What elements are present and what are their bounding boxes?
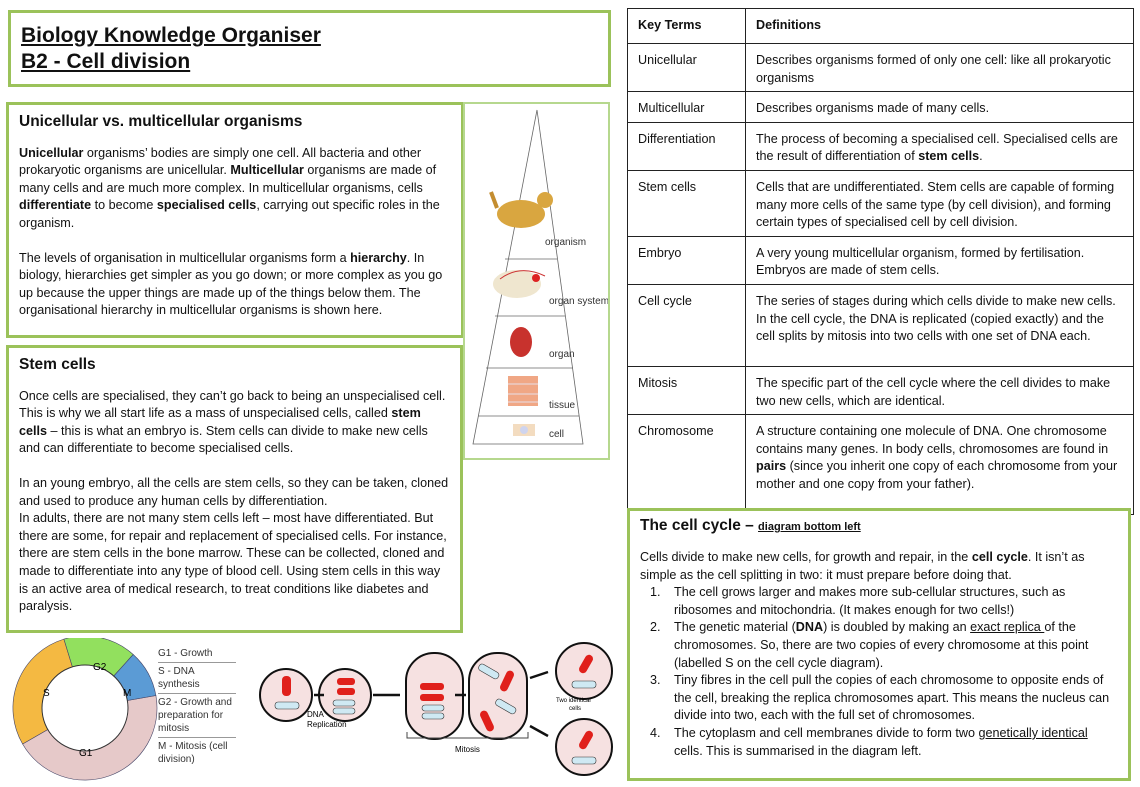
unicellular-heading: Unicellular vs. multicellular organisms — [19, 113, 303, 130]
heading-text: The cell cycle – — [640, 517, 759, 534]
cell-cycle-intro — [640, 549, 1118, 584]
step — [664, 584, 1118, 619]
legend-g2: G2 - Growth and preparation for mitosis — [158, 694, 236, 738]
title-line-1: Biology Knowledge Organiser — [21, 24, 321, 47]
label-g2: G2 — [93, 662, 107, 673]
text: The series of stages during which cells divide to make new cells. In the cell cycle, the DNA is replicated (copied exactly) and the cell splits by mitosis into two cells with one set of DNA each. — [756, 293, 1116, 344]
table-row — [628, 284, 1134, 366]
cell-cycle-heading — [640, 517, 1118, 535]
key-term: Chromosome — [628, 415, 746, 515]
table-row — [628, 236, 1134, 284]
organ-system-icon — [493, 270, 545, 298]
text: , carrying out specific roles in the organism. — [19, 198, 440, 230]
dna-label: DNA — [307, 710, 324, 719]
text: The specific part of the cell cycle where the cell divides to make two new cells, which are identical. — [756, 375, 1111, 408]
definition — [746, 236, 1134, 284]
stem-cells-heading: Stem cells — [19, 356, 96, 373]
text: Describes organisms formed of only one cell: like all prokaryotic organisms — [756, 53, 1111, 85]
replication-label: Replication — [307, 720, 347, 729]
two-cells-label: Two identical — [556, 698, 591, 704]
heading-subtext: diagram bottom left — [758, 521, 861, 533]
cell-cycle-legend — [158, 645, 236, 768]
definition — [746, 284, 1134, 366]
stem-paragraph-1 — [19, 388, 450, 458]
table-row — [628, 366, 1134, 414]
text: ) is doubled by making an — [823, 620, 971, 635]
definition — [746, 366, 1134, 414]
header-definitions: Definitions — [746, 9, 1134, 44]
text: Tiny fibres in the cell pull the copies of each chromosome to opposite ends of the cell, breaking the replica chromosomes apart. This means the nucleus can divide into two, each with the full set of chromosomes. — [674, 673, 1110, 723]
unicellular-paragraph-2 — [19, 250, 451, 320]
text: A very young multicellular organism, formed by fertilisation. Embryos are made of stem cells. — [756, 245, 1085, 278]
text: The cell grows larger and makes more sub-cellular structures, such as ribosomes and mitochondria. (It makes enough for two cells!) — [674, 585, 1066, 617]
text: The levels of organisation in multicellular organisms form a — [19, 250, 351, 265]
label-m: M — [123, 688, 132, 699]
step — [664, 619, 1118, 672]
definition — [746, 170, 1134, 236]
text: In an young embryo, all the cells are stem cells, so they can be taken, cloned and used to produce any human cells by differentiation. — [19, 475, 449, 508]
key-term: Multicellular — [628, 92, 746, 123]
stem-cells-section — [6, 345, 463, 633]
definition — [746, 44, 1134, 92]
mitosis-label: Mitosis — [455, 745, 480, 754]
cat-icon — [491, 192, 553, 228]
table-row — [628, 415, 1134, 515]
legend-g1: G1 - Growth — [158, 645, 236, 663]
legend-m: M - Mitosis (cell division) — [158, 741, 228, 765]
key-terms-table — [627, 8, 1134, 515]
text: organisms’ bodies are simply one cell. All bacteria and other prokaryotic organisms are unicellular. — [19, 145, 422, 178]
label-g1: G1 — [79, 748, 93, 759]
definition — [746, 122, 1134, 170]
legend-s: S - DNA synthesis — [158, 663, 236, 694]
text: of the chromosomes. So, there are two copies of every chromosome at this point (labelled S on the cell cycle diagram). — [674, 620, 1089, 670]
table-row — [628, 170, 1134, 236]
table-row — [628, 44, 1134, 92]
text: A structure containing one molecule of DNA. One chromosome contains many genes. In body cells, chromosomes are found in — [756, 424, 1109, 456]
hierarchy-pyramid-image — [463, 102, 610, 460]
underlined-text: genetically identical — [978, 725, 1088, 740]
label-s: S — [43, 688, 50, 699]
bold-text: stem cells — [19, 406, 421, 438]
text: . In biology, hierarchies get simpler as you go down; or more complex as you go up because the upper things are made up of the things below them. The organisational hierarchy in multicellular organisms is shown here. — [19, 250, 443, 318]
pyramid-label: tissue — [549, 400, 576, 411]
cell-cycle-section — [627, 508, 1131, 781]
stem-paragraph-3 — [19, 510, 450, 616]
key-term: Unicellular — [628, 44, 746, 92]
bold-text: cell cycle — [971, 550, 1028, 564]
text: . It isn’t as simple as the cell splitting in two: it must prepare before doing that. — [640, 550, 1085, 582]
pyramid-label: organism — [545, 237, 587, 248]
text: Once cells are specialised, they can’t go back to being an unspecialised cell. This is why we all start life as a mass of unspecialised cells, called — [19, 388, 446, 421]
bold-text: hierarchy — [350, 250, 407, 265]
text: to become — [91, 198, 157, 213]
bold-text: Unicellular — [19, 145, 84, 160]
key-term: Mitosis — [628, 366, 746, 414]
title-box — [8, 10, 611, 87]
key-term: Embryo — [628, 236, 746, 284]
two-cells-label: cells — [569, 706, 582, 712]
step — [664, 672, 1118, 725]
cell-cycle-steps — [664, 584, 1118, 760]
title-line-2: B2 - Cell division — [21, 50, 191, 73]
text: Cells divide to make new cells, for growth and repair, in the — [640, 550, 972, 564]
pyramid-svg — [465, 104, 608, 458]
key-term: Differentiation — [628, 122, 746, 170]
cell-icon — [513, 424, 535, 436]
bold-text: Multicellular — [230, 163, 304, 178]
pyramid-label: organ system — [549, 296, 608, 307]
header-key-terms: Key Terms — [628, 9, 746, 44]
heart-icon — [510, 327, 532, 357]
diagrams — [0, 638, 620, 787]
text: In adults, there are not many stem cells left – most have differentiated. But there are some, for repair and replacement of specialised cells. For instance, there are stem cells in the bone marrow. These can be collected, cloned and made to differentiate into any type of blood cell. Using stem cells in this way is an active area of medical research, to treat conditions like diabetes and paralysis. — [19, 511, 447, 614]
text: Cells that are undifferentiated. Stem cells are capable of forming many more cells of the same type (by cell division), and forming certain types of specialised cell by cell division. — [756, 179, 1115, 230]
bold-text: differentiate — [19, 198, 92, 213]
text: – this is what an embryo is. Stem cells can divide to make new cells and can differentiate to become specialised cells. — [19, 423, 428, 456]
unicellular-section — [6, 102, 464, 338]
pyramid-label: organ — [549, 349, 575, 360]
text: The cytoplasm and cell membranes divide to form two — [674, 725, 979, 740]
bold-text: specialised cells — [156, 198, 257, 213]
mitosis-diagram — [260, 643, 612, 775]
text: . — [979, 149, 983, 164]
unicellular-paragraph-1 — [19, 145, 451, 233]
definition — [746, 415, 1134, 515]
key-term: Cell cycle — [628, 284, 746, 366]
step — [664, 725, 1118, 760]
underlined-text: exact replica — [970, 620, 1045, 635]
text: cells. This is summarised in the diagram left. — [674, 743, 922, 758]
cell-cycle-donut — [13, 638, 157, 780]
text: organisms are made of many cells and are much more complex. In multicellular organisms, cells — [19, 163, 437, 195]
table-row — [628, 92, 1134, 123]
definition — [746, 92, 1134, 123]
text: The genetic material ( — [674, 620, 796, 635]
text: (since you inherit one copy of each chromosome from your mother and one copy from your father). — [756, 459, 1118, 491]
text: The process of becoming a specialised cell. Specialised cells are the result of differentiation of — [756, 131, 1118, 164]
bold-text: DNA — [795, 620, 824, 635]
bold-text: stem cells — [918, 149, 980, 164]
stem-paragraph-2 — [19, 475, 450, 510]
key-term: Stem cells — [628, 170, 746, 236]
tissue-icon — [508, 376, 538, 406]
bold-text: pairs — [756, 459, 787, 474]
pyramid-label: cell — [549, 429, 565, 440]
text: Describes organisms made of many cells. — [756, 101, 990, 116]
table-row — [628, 122, 1134, 170]
